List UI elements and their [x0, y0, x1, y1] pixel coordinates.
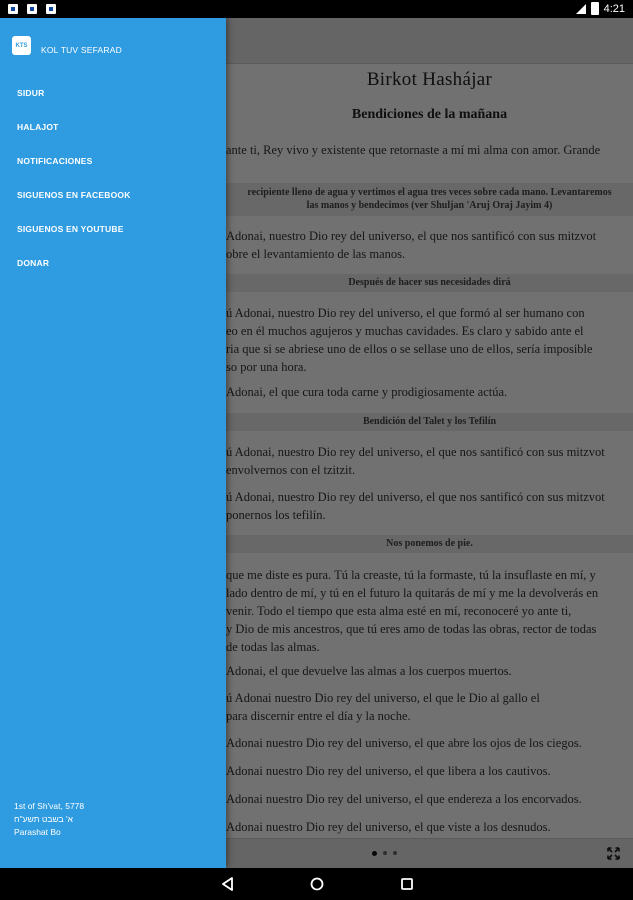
- notification-icon: [46, 4, 56, 14]
- hebrew-date: א' בשבט תשע"ח: [14, 814, 73, 824]
- notification-icon: [8, 4, 18, 14]
- navigation-drawer: [0, 18, 226, 868]
- drawer-header: [12, 36, 122, 55]
- signal-icon: [576, 4, 586, 14]
- clock: 4:21: [603, 2, 625, 15]
- app-logo: KTS: [12, 36, 31, 55]
- home-icon[interactable]: [309, 876, 325, 892]
- gregorian-date: 1st of Sh'vat, 5778: [14, 801, 85, 811]
- notification-icons: [8, 4, 56, 14]
- system-icons: [576, 2, 625, 15]
- app-name: KOL TUV SEFARAD: [41, 44, 122, 55]
- menu-item-youtube[interactable]: SIGUENOS EN YOUTUBE: [17, 224, 124, 234]
- menu-item-sidur[interactable]: SIDUR: [17, 88, 45, 98]
- menu-item-donar[interactable]: DONAR: [17, 258, 50, 268]
- back-icon[interactable]: [220, 876, 236, 892]
- system-nav-bar: [0, 868, 633, 900]
- notification-icon: [27, 4, 37, 14]
- menu-item-halajot[interactable]: HALAJOT: [17, 122, 59, 132]
- parasha-name: Parashat Bo: [14, 827, 61, 837]
- status-bar: [0, 0, 633, 18]
- drawer-footer: [14, 800, 84, 839]
- battery-icon: [591, 2, 599, 15]
- drawer-menu: [0, 84, 226, 288]
- menu-item-facebook[interactable]: SIGUENOS EN FACEBOOK: [17, 190, 131, 200]
- recents-icon[interactable]: [399, 876, 415, 892]
- menu-item-notificaciones[interactable]: NOTIFICACIONES: [17, 156, 93, 166]
